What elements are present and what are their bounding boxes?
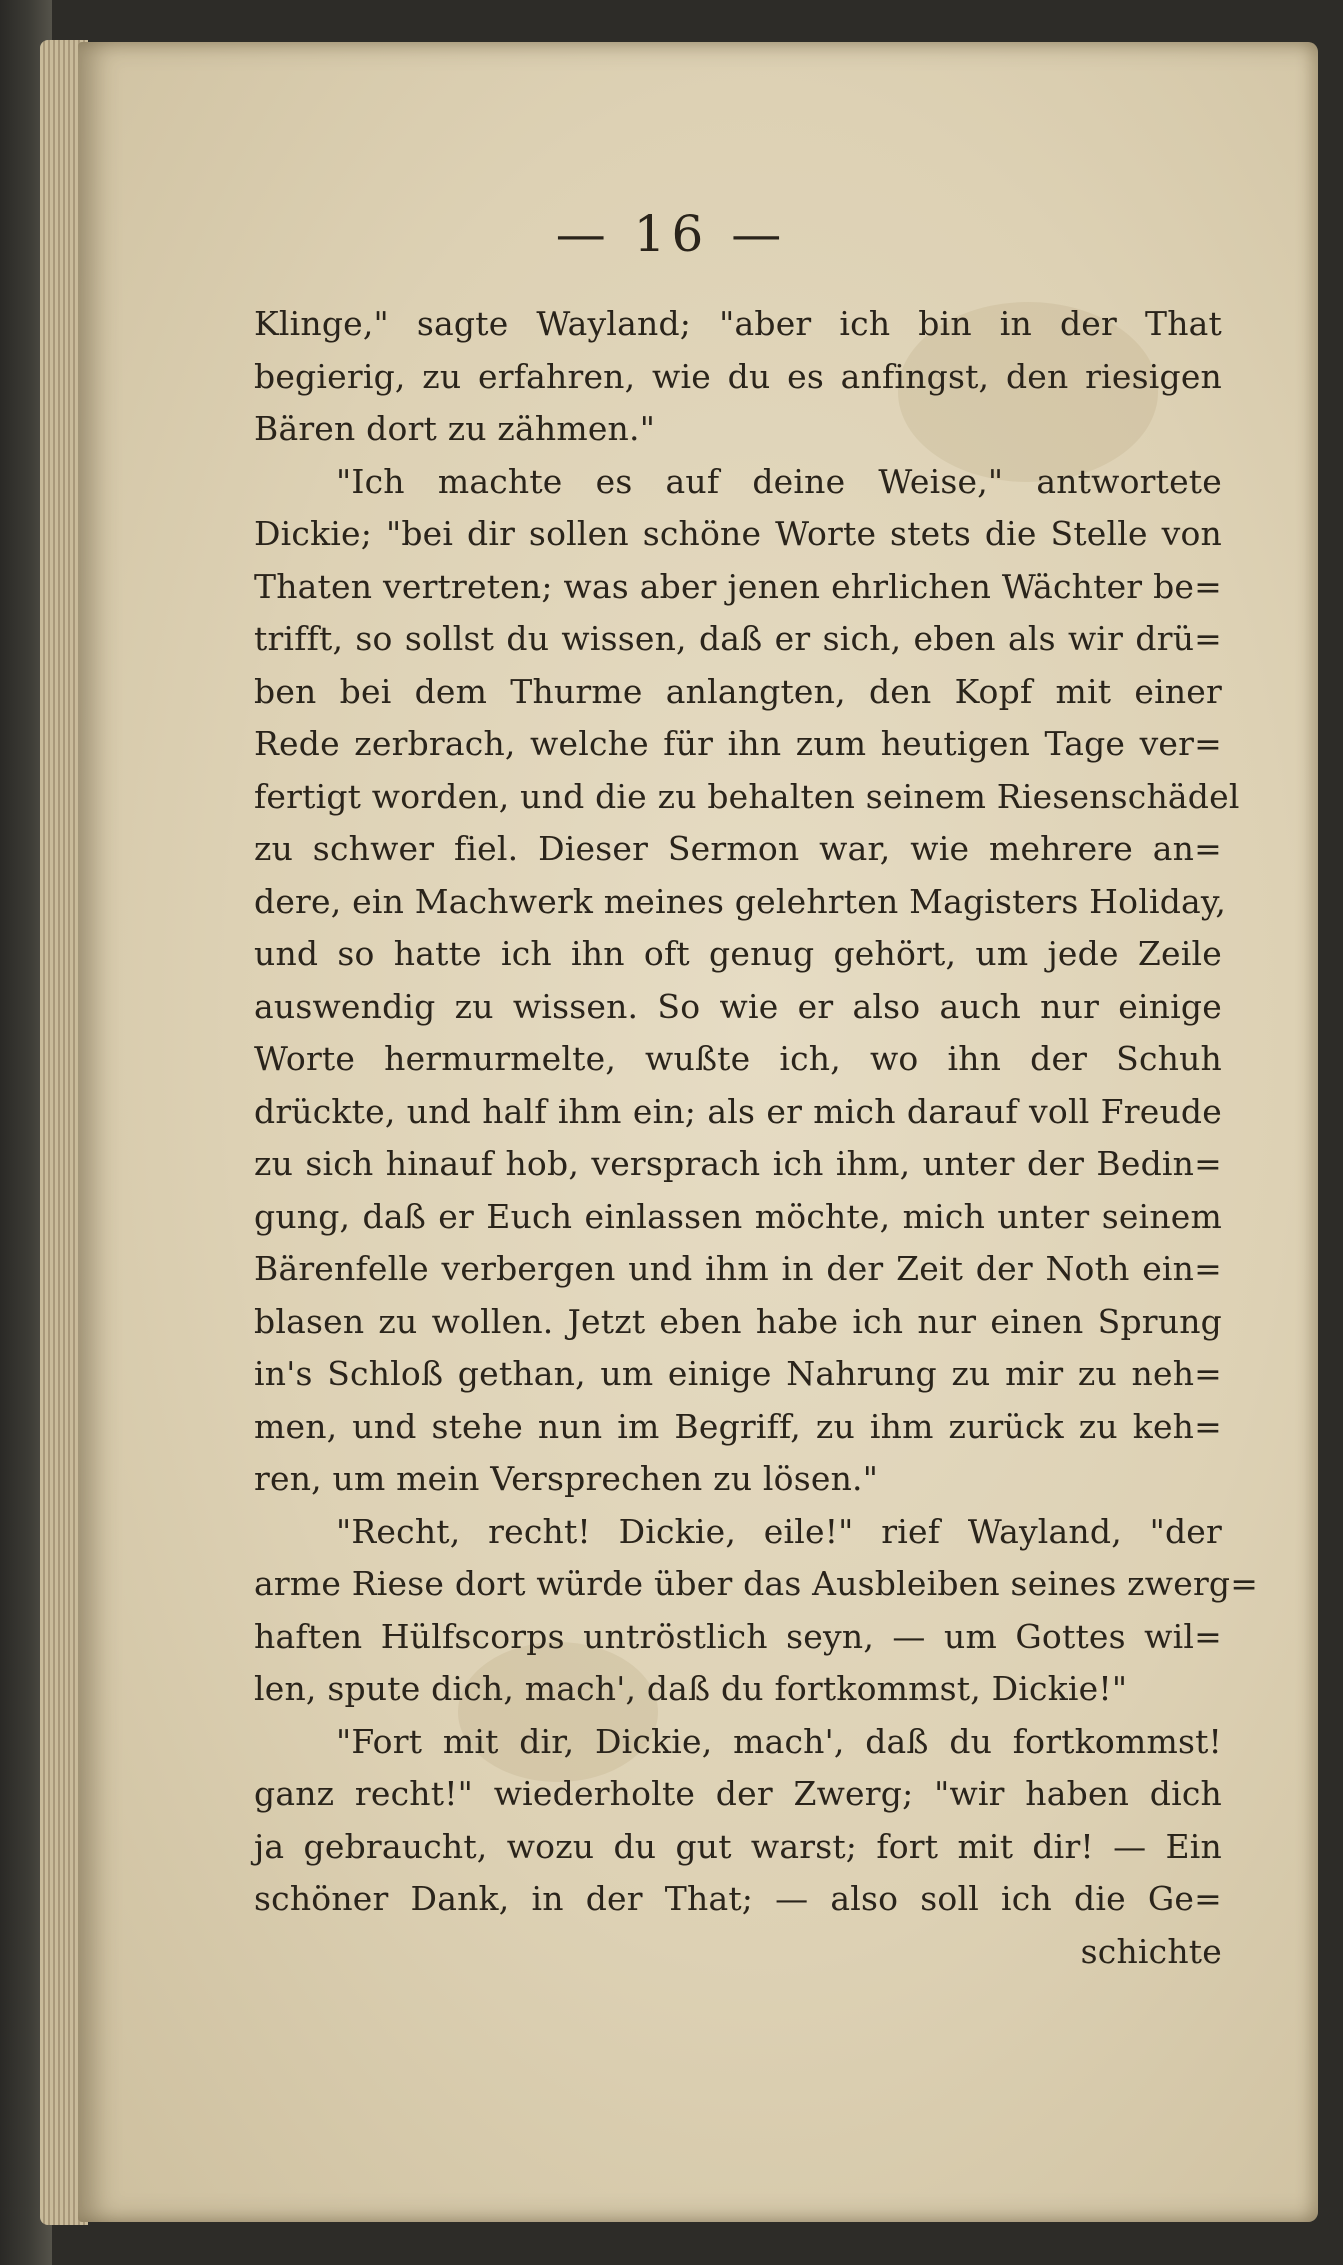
text-line: fertigt worden, und die zu behalten seinem Riesenschädel bbox=[254, 776, 1240, 816]
text-line: Bären dort zu zähmen." bbox=[254, 409, 656, 448]
text-line: blasen zu wollen. Jetzt eben habe ich nur einen Sprung bbox=[254, 1301, 1222, 1341]
body-text bbox=[254, 298, 1259, 1978]
text-line: schöner Dank, in der That; — also soll ich die Ge= bbox=[254, 1879, 1222, 1918]
text-line: schichte bbox=[1080, 1931, 1222, 1971]
text-line: in's Schloß gethan, um einige Nahrung zu mir zu neh= bbox=[254, 1354, 1222, 1393]
text-line: auswendig zu wissen. So wie er also auch nur einige bbox=[254, 986, 1222, 1026]
text-line: Bärenfelle verbergen und ihm in der Zeit der Noth ein= bbox=[254, 1249, 1222, 1288]
page-number: — 16 — bbox=[555, 205, 788, 263]
text-line: Thaten vertreten; was aber jenen ehrlichen Wächter be= bbox=[254, 566, 1222, 606]
text-line: "Recht, recht! Dickie, eile!" rief Wayland, "der bbox=[336, 1511, 1222, 1551]
text-line: trifft, so sollst du wissen, daß er sich, eben als wir drü= bbox=[254, 619, 1222, 658]
text-line: "Ich machte es auf deine Weise," antwortete bbox=[336, 461, 1222, 501]
text-line: ben bei dem Thurme anlangten, den Kopf mit einer bbox=[254, 671, 1222, 711]
text-line: Worte hermurmelte, wußte ich, wo ihn der Schuh bbox=[254, 1039, 1222, 1078]
text-line: arme Riese dort würde über das Ausbleiben seines zwerg= bbox=[254, 1564, 1259, 1603]
text-line: ren, um mein Versprechen zu lösen." bbox=[254, 1459, 879, 1498]
text-line: ja gebraucht, wozu du gut warst; fort mit dir! — Ein bbox=[254, 1826, 1222, 1866]
text-line: men, und stehe nun im Begriff, zu ihm zurück zu keh= bbox=[254, 1406, 1222, 1446]
text-line: ganz recht!" wiederholte der Zwerg; "wir haben dich bbox=[254, 1774, 1222, 1813]
text-line: drückte, und half ihm ein; als er mich darauf voll Freude bbox=[254, 1091, 1222, 1131]
text-line: Klinge," sagte Wayland; "aber ich bin in der That bbox=[254, 304, 1222, 343]
text-line: haften Hülfscorps untröstlich seyn, — um Gottes wil= bbox=[254, 1616, 1222, 1656]
text-line: len, spute dich, mach', daß du fortkommst, Dickie!" bbox=[254, 1669, 1128, 1708]
text-line: Rede zerbrach, welche für ihn zum heutigen Tage ver= bbox=[254, 724, 1222, 763]
text-line: begierig, zu erfahren, wie du es anfingst, den riesigen bbox=[254, 356, 1222, 396]
text-line: Dickie; "bei dir sollen schöne Worte stets die Stelle von bbox=[254, 514, 1222, 553]
text-line: "Fort mit dir, Dickie, mach', daß du fortkommst! bbox=[336, 1721, 1222, 1761]
text-line: zu schwer fiel. Dieser Sermon war, wie mehrere an= bbox=[254, 829, 1222, 868]
text-line: und so hatte ich ihn oft genug gehört, um jede Zeile bbox=[254, 934, 1222, 973]
text-line: gung, daß er Euch einlassen möchte, mich unter seinem bbox=[254, 1196, 1222, 1236]
text-line: dere, ein Machwerk meines gelehrten Magisters Holiday, bbox=[254, 881, 1227, 921]
text-line: zu sich hinauf hob, versprach ich ihm, unter der Bedin= bbox=[254, 1144, 1222, 1183]
